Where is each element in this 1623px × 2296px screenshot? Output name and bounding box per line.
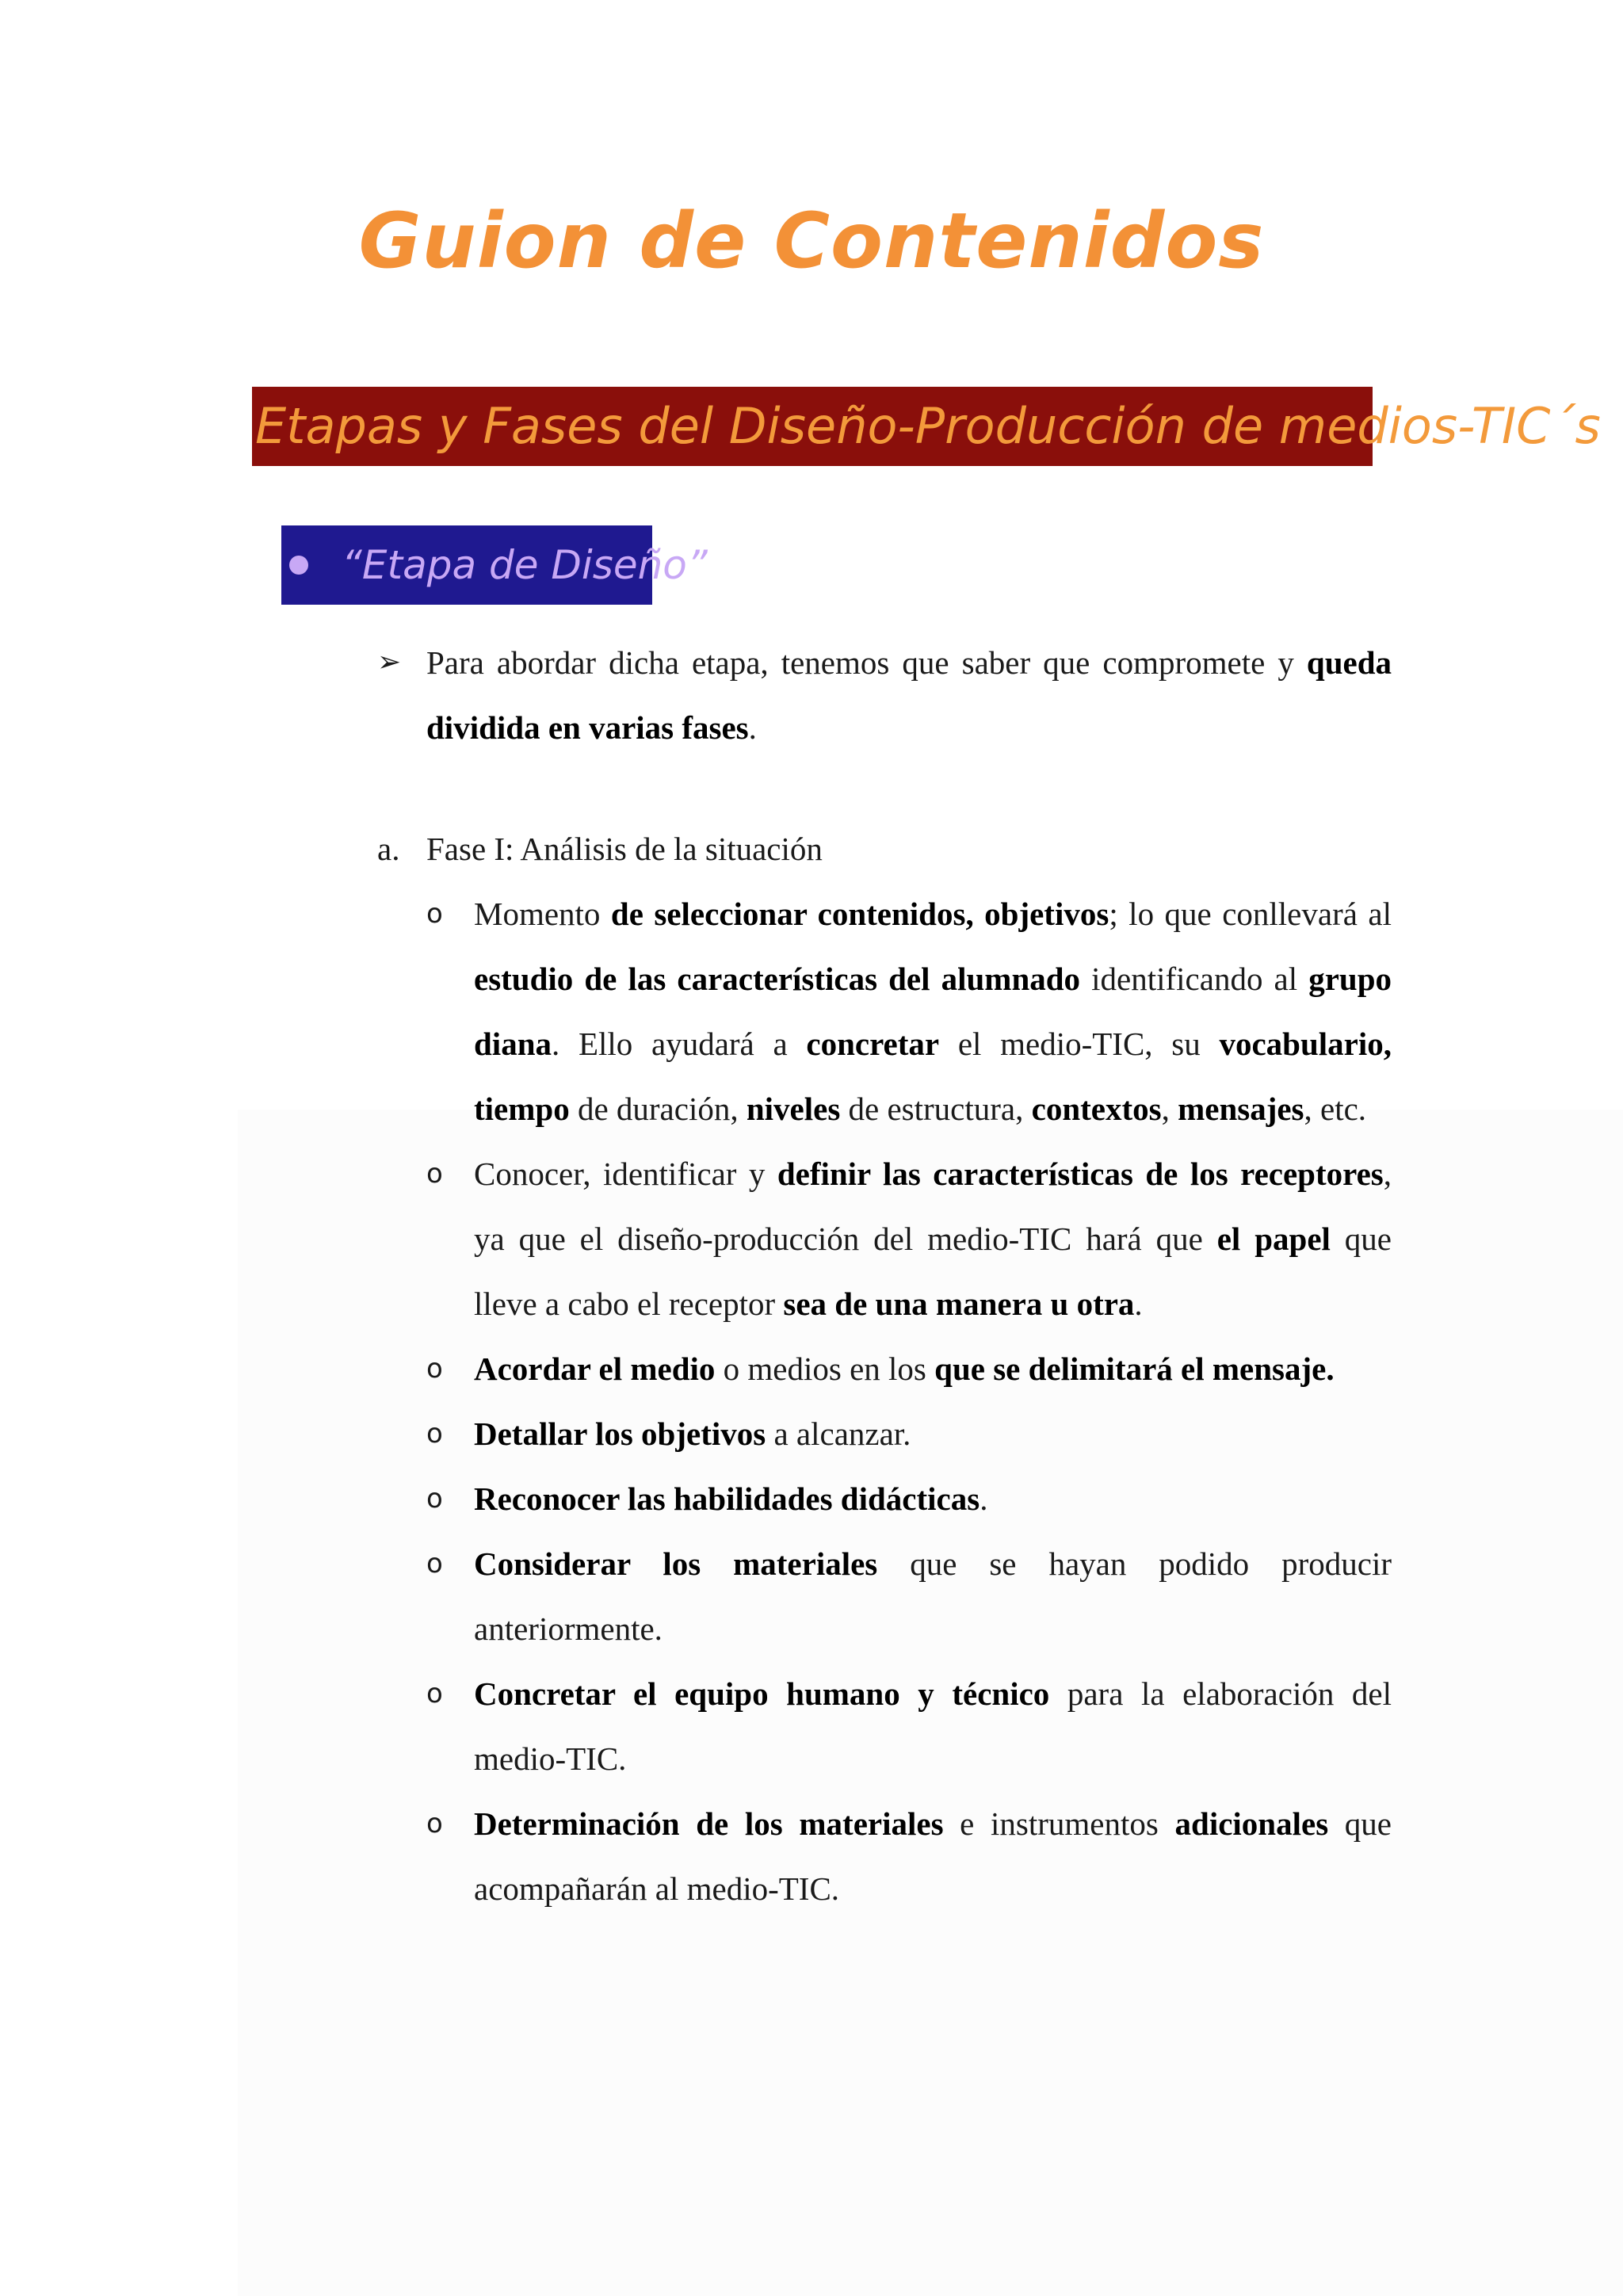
stage-heading-label: “Etapa de Diseño” bbox=[342, 542, 708, 588]
list-item: o Reconocer las habilidades didácticas. bbox=[422, 1466, 1392, 1531]
circle-bullet-icon: o bbox=[426, 1418, 443, 1450]
list-item: o Determinación de los materiales e instrumentos adicionales que acompañarán al medio-TIC. bbox=[422, 1791, 1392, 1921]
circle-bullet-icon: o bbox=[426, 1808, 443, 1839]
list-item: o Conocer, identificar y definir las características de los receptores, ya que el diseño-producción del medio-TIC hará que el papel que lleve a cabo el receptor sea de una manera u otra. bbox=[422, 1141, 1392, 1336]
phase-marker: a. bbox=[377, 831, 400, 867]
list-item: o Detallar los objetivos a alcanzar. bbox=[422, 1401, 1392, 1466]
phase-title: Fase I: Análisis de la situación bbox=[426, 831, 823, 867]
circle-bullet-icon: o bbox=[426, 1353, 443, 1385]
circle-bullet-icon: o bbox=[426, 898, 443, 930]
stage-heading bbox=[281, 525, 708, 605]
arrow-bullet-icon: ➢ bbox=[377, 646, 402, 678]
circle-bullet-icon: o bbox=[426, 1548, 443, 1580]
intro-text: Para abordar dicha etapa, tenemos que saber que compromete y queda dividida en varias fases. bbox=[426, 644, 1392, 746]
intro-paragraph bbox=[377, 630, 1392, 760]
list-item: o Acordar el medio o medios en los que se delimitará el mensaje. bbox=[422, 1336, 1392, 1401]
circle-bullet-icon: o bbox=[426, 1678, 443, 1710]
phase-heading bbox=[377, 816, 1392, 881]
section-banner: Etapas y Fases del Diseño-Producción de medios-TIC´s bbox=[252, 387, 1373, 466]
list-item: o Momento de seleccionar contenidos, objetivos; lo que conllevará al estudio de las características del alumnado identificando al grupo diana. Ello ayudará a concretar el medio-TIC, su vocabulario, tiempo de duración, niveles de estructura, contextos, mensajes, etc. bbox=[422, 881, 1392, 1141]
document-title: Guion de Contenidos bbox=[358, 197, 1265, 285]
circle-bullet-icon: o bbox=[426, 1483, 443, 1515]
bullet-dot-icon bbox=[289, 556, 308, 575]
phase-item-list bbox=[422, 881, 1392, 1921]
list-item: o Concretar el equipo humano y técnico para la elaboración del medio-TIC. bbox=[422, 1661, 1392, 1791]
circle-bullet-icon: o bbox=[426, 1158, 443, 1190]
list-item: o Considerar los materiales que se hayan podido producir anteriormente. bbox=[422, 1531, 1392, 1661]
